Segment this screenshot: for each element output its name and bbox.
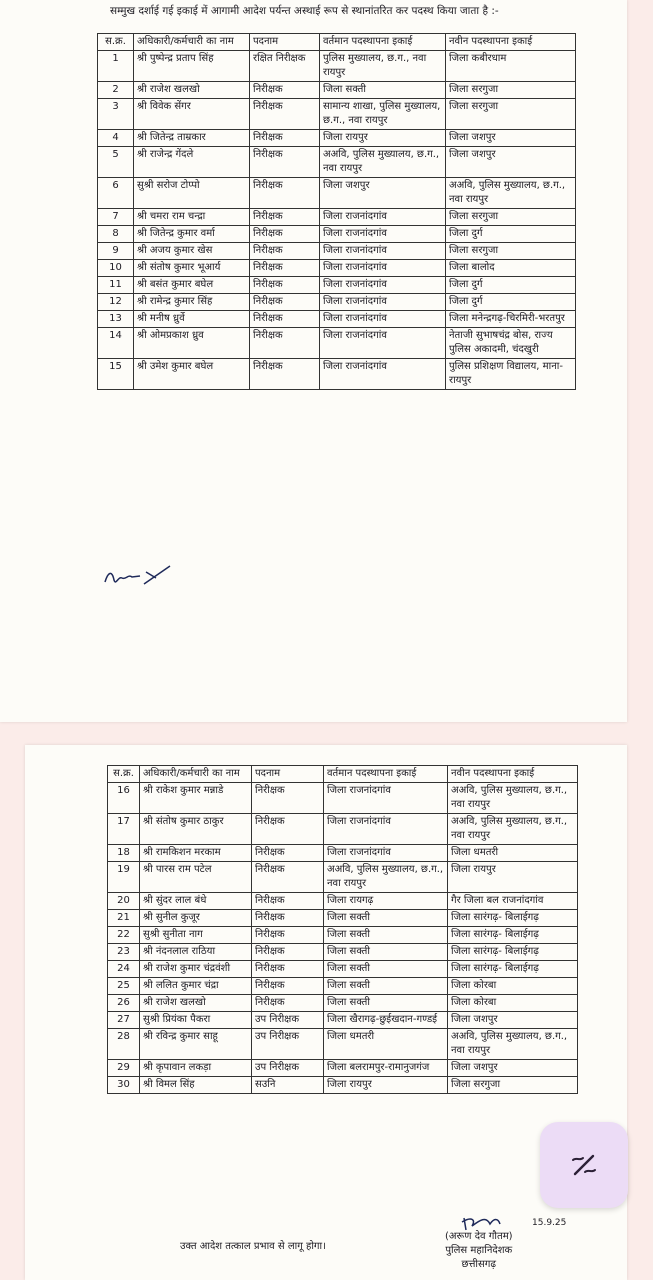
table-header-row	[108, 766, 578, 783]
new-posting-cell: जिला मनेन्द्रगढ़-चिरमिरी-भरतपुर	[446, 311, 576, 328]
name-cell: श्री पुष्पेन्द्र प्रताप सिंह	[134, 51, 250, 82]
serial-cell: 27	[108, 1012, 140, 1029]
current-posting-cell: जिला राजनांदगांव	[320, 294, 446, 311]
name-cell: श्री राजेश खलखो	[140, 995, 252, 1012]
current-posting-cell: पुलिस मुख्यालय, छ.ग., नवा रायपुर	[320, 51, 446, 82]
signatory-title: पुलिस महानिदेशक	[445, 1245, 513, 1256]
current-posting-cell: जिला राजनांदगांव	[320, 359, 446, 390]
table-row	[98, 82, 576, 99]
name-cell: श्री राजेश कुमार चंद्रवंशी	[140, 961, 252, 978]
name-cell: श्री विमल सिंह	[140, 1077, 252, 1094]
designation-cell: उप निरीक्षक	[252, 1060, 324, 1077]
magic-wand-icon	[567, 1148, 601, 1182]
table-row	[108, 1029, 578, 1060]
current-posting-cell: जिला सक्ती	[324, 961, 448, 978]
designation-cell: निरीक्षक	[252, 995, 324, 1012]
serial-cell: 11	[98, 277, 134, 294]
designation-cell: निरीक्षक	[252, 927, 324, 944]
designation-cell: निरीक्षक	[250, 243, 320, 260]
current-posting-cell: जिला राजनांदगांव	[320, 277, 446, 294]
current-posting-cell: जिला रायपुर	[324, 1077, 448, 1094]
current-posting-cell: जिला राजनांदगांव	[320, 226, 446, 243]
table-row	[98, 209, 576, 226]
current-posting-cell: अअवि, पुलिस मुख्यालय, छ.ग., नवा रायपुर	[324, 862, 448, 893]
table-row	[98, 51, 576, 82]
serial-cell: 9	[98, 243, 134, 260]
new-posting-cell: जिला दुर्ग	[446, 277, 576, 294]
serial-cell: 23	[108, 944, 140, 961]
table-row	[108, 814, 578, 845]
serial-cell: 8	[98, 226, 134, 243]
new-posting-cell: जिला धमतरी	[448, 845, 578, 862]
table-row	[108, 783, 578, 814]
new-posting-cell: जिला सारंगढ़- बिलाईगढ़	[448, 927, 578, 944]
designation-cell: निरीक्षक	[252, 910, 324, 927]
new-posting-cell: अअवि, पुलिस मुख्यालय, छ.ग., नवा रायपुर	[448, 1029, 578, 1060]
signatory-state: छत्तीसगढ़	[461, 1259, 497, 1270]
name-cell: श्री अजय कुमार खेस	[134, 243, 250, 260]
table-row	[108, 961, 578, 978]
table-row	[108, 978, 578, 995]
current-posting-cell: जिला सक्ती	[324, 910, 448, 927]
serial-cell: 29	[108, 1060, 140, 1077]
name-cell: श्री राजेश खलखो	[134, 82, 250, 99]
serial-cell: 6	[98, 178, 134, 209]
new-posting-cell: पुलिस प्रशिक्षण विद्यालय, माना-रायपुर	[446, 359, 576, 390]
designation-cell: निरीक्षक	[250, 328, 320, 359]
table-row	[98, 178, 576, 209]
table-row	[98, 147, 576, 178]
current-posting-cell: जिला खैरागढ़-छुईखदान-गण्डई	[324, 1012, 448, 1029]
new-posting-cell: जिला जशपुर	[448, 1060, 578, 1077]
designation-cell: निरीक्षक	[250, 359, 320, 390]
table-row	[108, 1012, 578, 1029]
serial-cell: 15	[98, 359, 134, 390]
current-posting-cell: जिला राजनांदगांव	[320, 328, 446, 359]
name-cell: श्री जितेन्द्र ताम्रकार	[134, 130, 250, 147]
header-new-posting: नवीन पदस्थापना इकाई	[446, 34, 576, 51]
table-row	[108, 862, 578, 893]
designation-cell: निरीक्षक	[250, 147, 320, 178]
serial-cell: 16	[108, 783, 140, 814]
signature-date: 15.9.25	[532, 1218, 567, 1228]
table-row	[98, 294, 576, 311]
document-page-2	[25, 745, 627, 1280]
name-cell: श्री रामकिशन मरकाम	[140, 845, 252, 862]
current-posting-cell: जिला राजनांदगांव	[320, 260, 446, 277]
name-cell: श्री विवेक सेंगर	[134, 99, 250, 130]
current-posting-cell: जिला रायपुर	[320, 130, 446, 147]
magic-wand-button[interactable]	[540, 1122, 628, 1208]
name-cell: श्री चमरा राम चन्द्रा	[134, 209, 250, 226]
header-name: अधिकारी/कर्मचारी का नाम	[140, 766, 252, 783]
new-posting-cell: जिला जशपुर	[448, 1012, 578, 1029]
designation-cell: उप निरीक्षक	[252, 1012, 324, 1029]
table-row	[98, 243, 576, 260]
designation-cell: निरीक्षक	[252, 845, 324, 862]
designation-cell: निरीक्षक	[252, 893, 324, 910]
current-posting-cell: जिला रायगढ़	[324, 893, 448, 910]
designation-cell: उप निरीक्षक	[252, 1029, 324, 1060]
name-cell: सुश्री सरोज टोप्पो	[134, 178, 250, 209]
new-posting-cell: जिला दुर्ग	[446, 294, 576, 311]
header-designation: पदनाम	[252, 766, 324, 783]
designation-cell: निरीक्षक	[250, 130, 320, 147]
header-serial: स.क्र.	[98, 34, 134, 51]
new-posting-cell: जिला जशपुर	[446, 147, 576, 178]
designation-cell: रक्षित निरीक्षक	[250, 51, 320, 82]
header-new-posting: नवीन पदस्थापना इकाई	[448, 766, 578, 783]
current-posting-cell: जिला धमतरी	[324, 1029, 448, 1060]
designation-cell: निरीक्षक	[252, 862, 324, 893]
current-posting-cell: जिला राजनांदगांव	[324, 845, 448, 862]
table-row	[108, 845, 578, 862]
table-row	[98, 260, 576, 277]
current-posting-cell: जिला राजनांदगांव	[324, 783, 448, 814]
current-posting-cell: जिला सक्ती	[324, 944, 448, 961]
serial-cell: 13	[98, 311, 134, 328]
table-row	[98, 359, 576, 390]
designation-cell: निरीक्षक	[252, 961, 324, 978]
table-row	[98, 311, 576, 328]
new-posting-cell: जिला कोरबा	[448, 978, 578, 995]
serial-cell: 19	[108, 862, 140, 893]
new-posting-cell: जिला रायपुर	[448, 862, 578, 893]
serial-cell: 26	[108, 995, 140, 1012]
name-cell: श्री मनीष ध्रुर्वे	[134, 311, 250, 328]
name-cell: श्री पारस राम पटेल	[140, 862, 252, 893]
name-cell: श्री रामेन्द्र कुमार सिंह	[134, 294, 250, 311]
new-posting-cell: जिला सारंगढ़- बिलाईगढ़	[448, 961, 578, 978]
name-cell: श्री नंदनलाल राठिया	[140, 944, 252, 961]
header-serial: स.क्र.	[108, 766, 140, 783]
header-current-posting: वर्तमान पदस्थापना इकाई	[324, 766, 448, 783]
current-posting-cell: जिला राजनांदगांव	[320, 311, 446, 328]
current-posting-cell: जिला सक्ती	[324, 978, 448, 995]
serial-cell: 28	[108, 1029, 140, 1060]
table-row	[108, 910, 578, 927]
new-posting-cell: गैर जिला बल राजनांदगांव	[448, 893, 578, 910]
table-row	[98, 328, 576, 359]
name-cell: श्री कृपावान लकड़ा	[140, 1060, 252, 1077]
transfer-table-2	[107, 765, 578, 1094]
serial-cell: 3	[98, 99, 134, 130]
designation-cell: निरीक्षक	[250, 82, 320, 99]
designation-cell: निरीक्षक	[250, 311, 320, 328]
header-designation: पदनाम	[250, 34, 320, 51]
designation-cell: निरीक्षक	[250, 178, 320, 209]
table-row	[98, 99, 576, 130]
initials-signature	[100, 564, 180, 594]
name-cell: श्री ओमप्रकाश ध्रुव	[134, 328, 250, 359]
name-cell: श्री राजेन्द्र गेंदले	[134, 147, 250, 178]
table-row	[108, 1077, 578, 1094]
name-cell: सुश्री प्रियंका पैकरा	[140, 1012, 252, 1029]
intro-text: सम्मुख दर्शाई गई इकाई में आगामी आदेश पर्यन्त अस्थाई रूप से स्थानांतरित कर पदस्थ किया जाता है :-	[110, 5, 499, 17]
designation-cell: निरीक्षक	[250, 209, 320, 226]
new-posting-cell: जिला जशपुर	[446, 130, 576, 147]
serial-cell: 17	[108, 814, 140, 845]
table-row	[108, 927, 578, 944]
footer-note: उक्त आदेश तत्काल प्रभाव से लागू होगा।	[180, 1241, 326, 1252]
serial-cell: 22	[108, 927, 140, 944]
new-posting-cell: जिला सरगुजा	[446, 209, 576, 226]
serial-cell: 21	[108, 910, 140, 927]
designation-cell: निरीक्षक	[252, 814, 324, 845]
name-cell: श्री संतोष कुमार भूआर्य	[134, 260, 250, 277]
current-posting-cell: जिला राजनांदगांव	[324, 814, 448, 845]
designation-cell: सउनि	[252, 1077, 324, 1094]
signatory-block	[445, 1230, 513, 1272]
new-posting-cell: जिला सारंगढ़- बिलाईगढ़	[448, 910, 578, 927]
current-posting-cell: जिला राजनांदगांव	[320, 209, 446, 226]
new-posting-cell: जिला सरगुजा	[448, 1077, 578, 1094]
serial-cell: 10	[98, 260, 134, 277]
name-cell: श्री जितेन्द्र कुमार वर्मा	[134, 226, 250, 243]
name-cell: श्री उमेश कुमार बघेल	[134, 359, 250, 390]
designation-cell: निरीक्षक	[250, 260, 320, 277]
table-header-row	[98, 34, 576, 51]
new-posting-cell: अअवि, पुलिस मुख्यालय, छ.ग., नवा रायपुर	[448, 783, 578, 814]
serial-cell: 24	[108, 961, 140, 978]
designation-cell: निरीक्षक	[252, 944, 324, 961]
current-posting-cell: जिला राजनांदगांव	[320, 243, 446, 260]
table-row	[108, 995, 578, 1012]
table-row	[98, 130, 576, 147]
serial-cell: 18	[108, 845, 140, 862]
new-posting-cell: जिला सरगुजा	[446, 243, 576, 260]
current-posting-cell: जिला सक्ती	[320, 82, 446, 99]
new-posting-cell: जिला सरगुजा	[446, 99, 576, 130]
new-posting-cell: जिला दुर्ग	[446, 226, 576, 243]
designation-cell: निरीक्षक	[250, 226, 320, 243]
header-name: अधिकारी/कर्मचारी का नाम	[134, 34, 250, 51]
serial-cell: 5	[98, 147, 134, 178]
designation-cell: निरीक्षक	[250, 294, 320, 311]
current-posting-cell: जिला बलरामपुर-रामानुजगंज	[324, 1060, 448, 1077]
current-posting-cell: जिला सक्ती	[324, 927, 448, 944]
header-current-posting: वर्तमान पदस्थापना इकाई	[320, 34, 446, 51]
name-cell: श्री संतोष कुमार ठाकुर	[140, 814, 252, 845]
new-posting-cell: जिला सरगुजा	[446, 82, 576, 99]
serial-cell: 4	[98, 130, 134, 147]
serial-cell: 7	[98, 209, 134, 226]
new-posting-cell: नेताजी सुभाषचंद्र बोस, राज्य पुलिस अकादमी, चंदखुरी	[446, 328, 576, 359]
name-cell: श्री रविन्द्र कुमार साहू	[140, 1029, 252, 1060]
new-posting-cell: जिला सारंगढ़- बिलाईगढ़	[448, 944, 578, 961]
new-posting-cell: जिला बालोद	[446, 260, 576, 277]
serial-cell: 12	[98, 294, 134, 311]
name-cell: सुश्री सुनीता नाग	[140, 927, 252, 944]
table-row	[98, 226, 576, 243]
current-posting-cell: जिला सक्ती	[324, 995, 448, 1012]
serial-cell: 30	[108, 1077, 140, 1094]
new-posting-cell: अअवि, पुलिस मुख्यालय, छ.ग., नवा रायपुर	[448, 814, 578, 845]
table-row	[108, 944, 578, 961]
designation-cell: निरीक्षक	[252, 978, 324, 995]
name-cell: श्री राकेश कुमार मन्नाडे	[140, 783, 252, 814]
name-cell: श्री बसंत कुमार बघेल	[134, 277, 250, 294]
table-row	[108, 893, 578, 910]
current-posting-cell: जिला जशपुर	[320, 178, 446, 209]
signatory-name: (अरूण देव गौतम)	[445, 1231, 513, 1242]
current-posting-cell: अअवि, पुलिस मुख्यालय, छ.ग., नवा रायपुर	[320, 147, 446, 178]
serial-cell: 2	[98, 82, 134, 99]
name-cell: श्री सुनील कुजूर	[140, 910, 252, 927]
designation-cell: निरीक्षक	[250, 99, 320, 130]
table-row	[108, 1060, 578, 1077]
new-posting-cell: जिला कोरबा	[448, 995, 578, 1012]
serial-cell: 1	[98, 51, 134, 82]
name-cell: श्री सुंदर लाल बंधे	[140, 893, 252, 910]
serial-cell: 25	[108, 978, 140, 995]
serial-cell: 20	[108, 893, 140, 910]
current-posting-cell: सामान्य शाखा, पुलिस मुख्यालय, छ.ग., नवा रायपुर	[320, 99, 446, 130]
transfer-table-1	[97, 33, 576, 390]
new-posting-cell: जिला कबीरधाम	[446, 51, 576, 82]
table-row	[98, 277, 576, 294]
new-posting-cell: अअवि, पुलिस मुख्यालय, छ.ग., नवा रायपुर	[446, 178, 576, 209]
serial-cell: 14	[98, 328, 134, 359]
designation-cell: निरीक्षक	[250, 277, 320, 294]
designation-cell: निरीक्षक	[252, 783, 324, 814]
name-cell: श्री ललित कुमार चंद्रा	[140, 978, 252, 995]
